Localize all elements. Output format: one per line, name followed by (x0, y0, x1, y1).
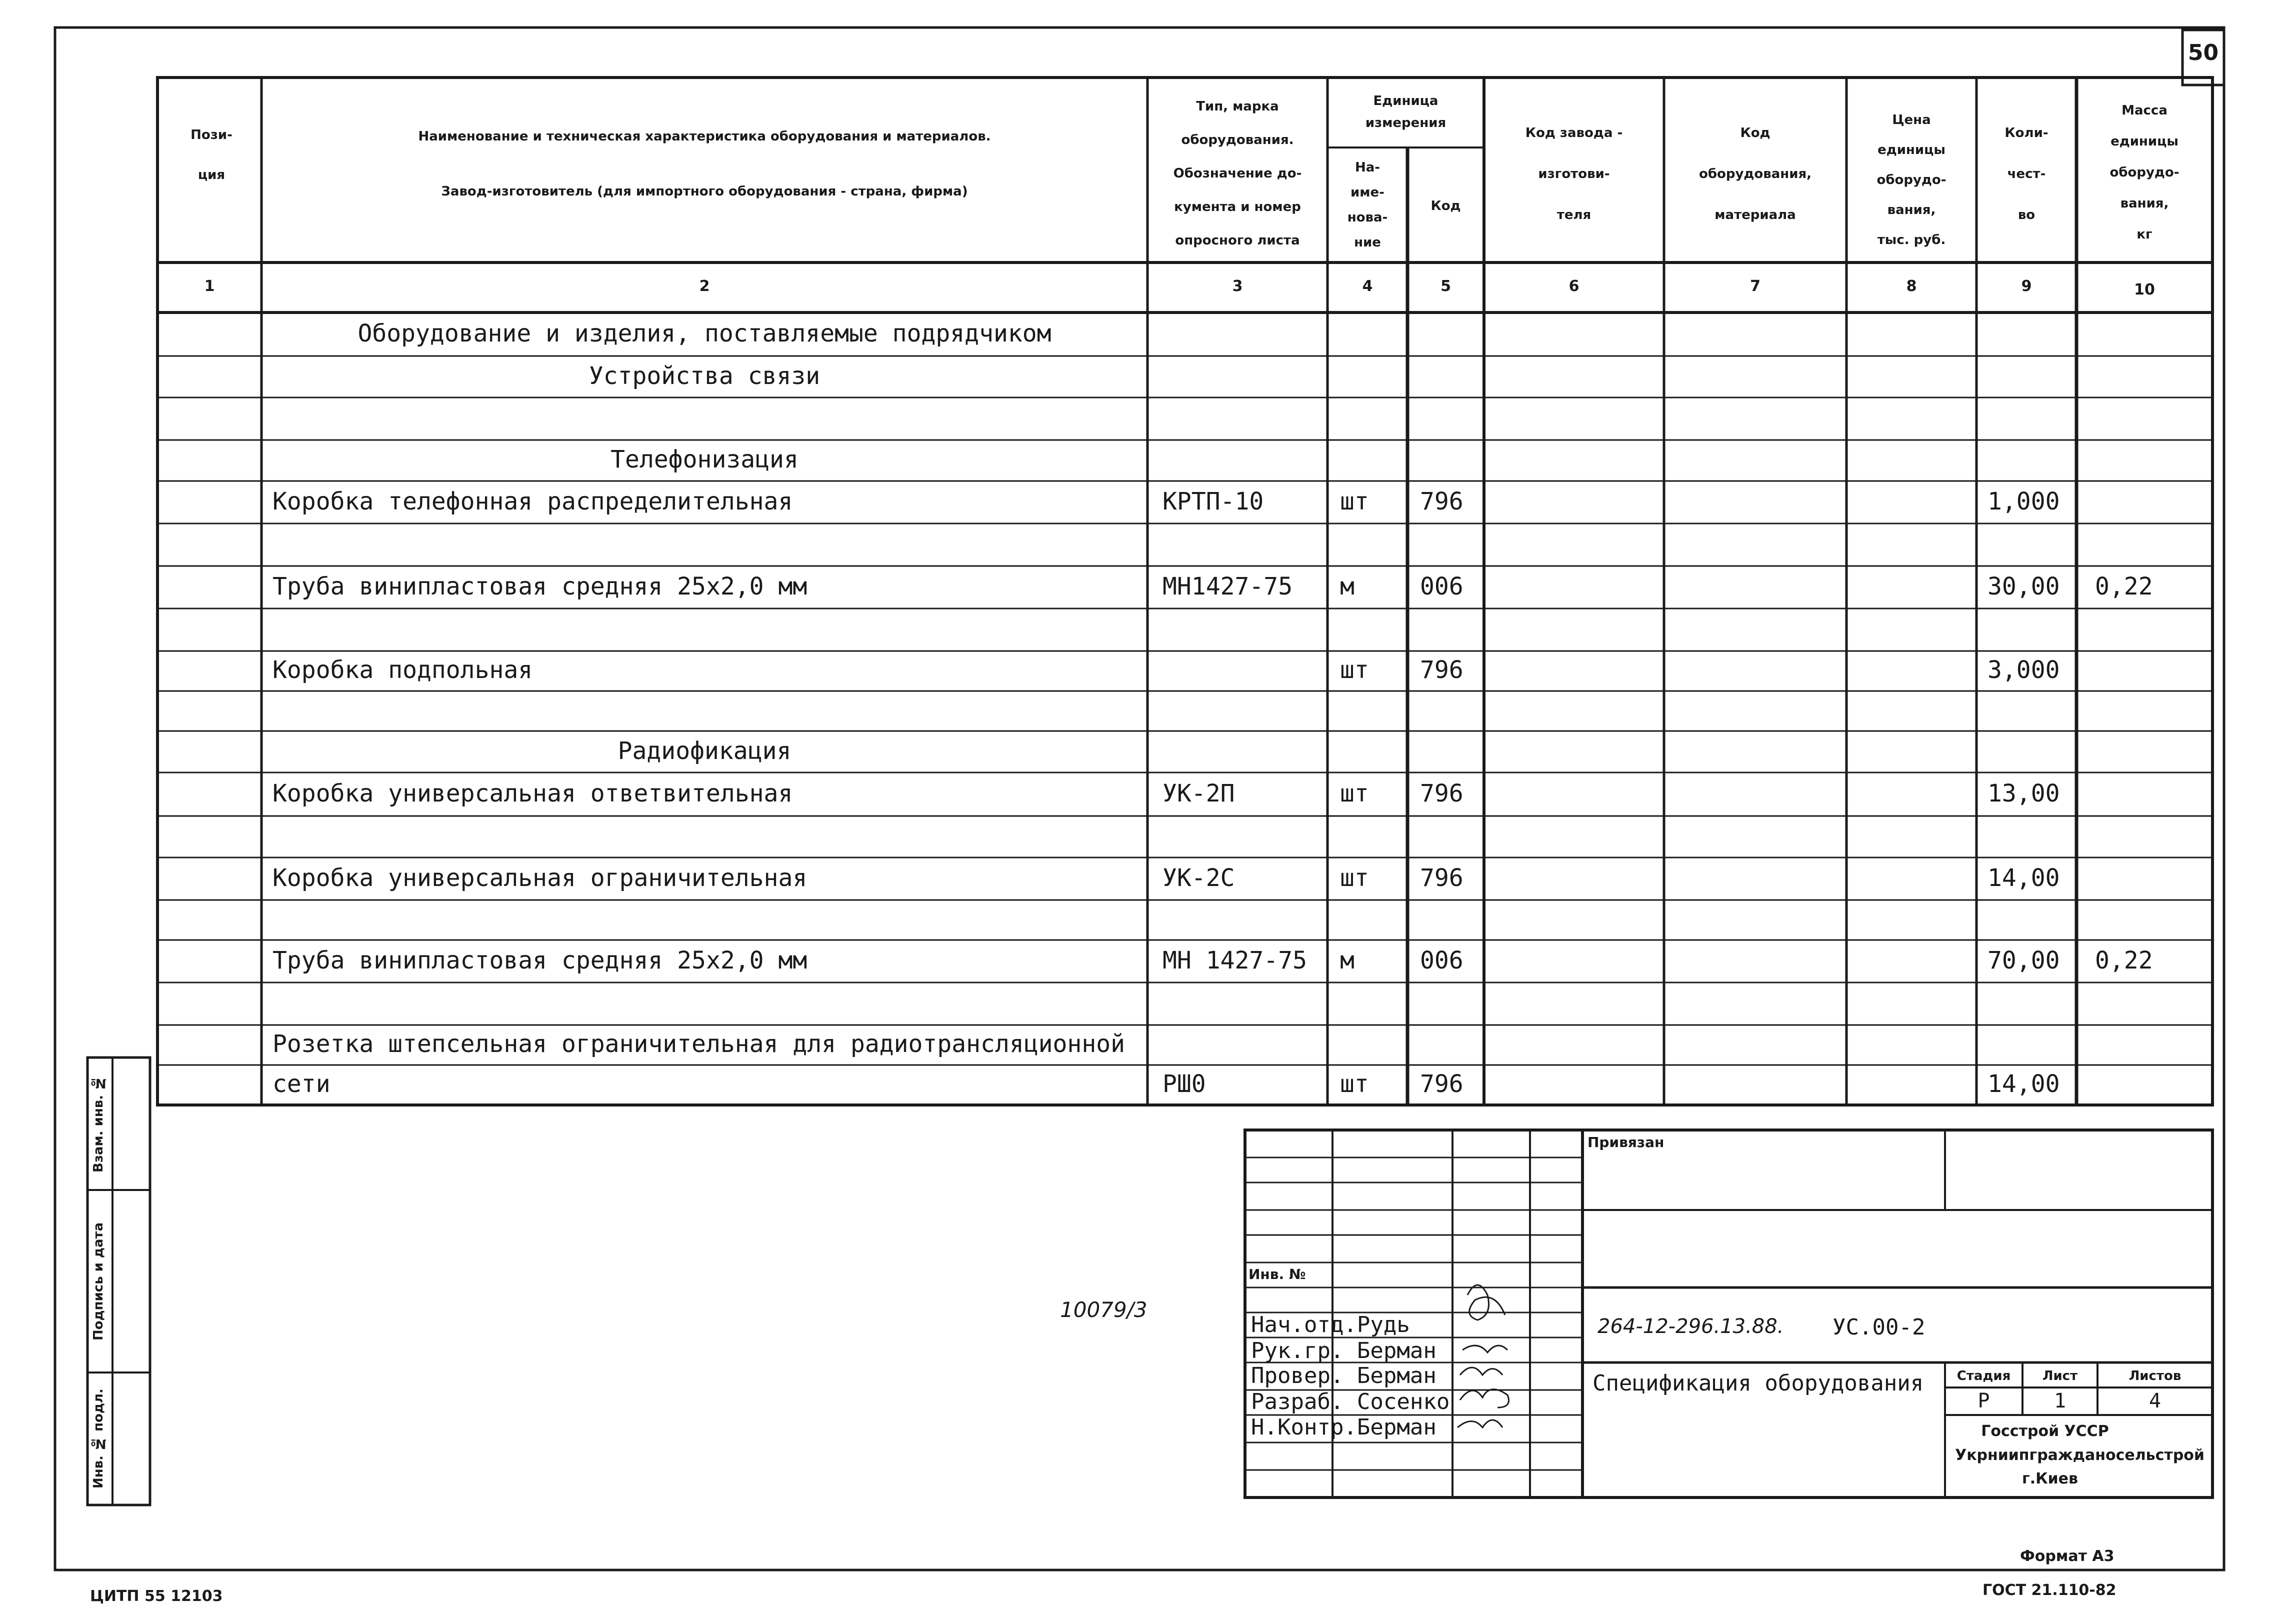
row-name: Оборудование и изделия, поставляемые подрядчиком (358, 319, 1052, 348)
row-type-mark: УК-2С (1162, 864, 1235, 892)
column-number-8: 8 (1906, 278, 1917, 295)
column-number-7: 7 (1750, 278, 1760, 295)
column-number-9: 9 (2021, 278, 2032, 295)
header-factory-code: Код завода - изготови- теля (1525, 126, 1623, 222)
row-name: сети (272, 1070, 330, 1098)
format-label: Формат А3 (2020, 1548, 2114, 1565)
column-number-5: 5 (1440, 278, 1451, 295)
row-mass: 0,22 (2095, 572, 2153, 600)
signer-line: Н.Контр.Берман (1251, 1414, 1436, 1440)
row-unit-code: 796 (1420, 656, 1464, 684)
organization-line-1: Госстрой УССР (1981, 1422, 2109, 1440)
row-name: Коробка телефонная распределительная (272, 487, 793, 516)
document-code-handwritten: 264-12-296.13.88. (1598, 1315, 1784, 1338)
row-name: Розетка штепсельная ограничительная для радиотрансляционной (272, 1030, 1126, 1058)
column-number-6: 6 (1568, 278, 1580, 295)
header-mass: Масса единицы оборудо- вания, кг (2110, 103, 2180, 242)
column-number-1: 1 (204, 278, 215, 295)
inv-number-label: Инв. № (1248, 1266, 1306, 1282)
row-unit-name: шт (1340, 487, 1369, 516)
row-name: Труба винипластовая средняя 25х2,0 мм (272, 572, 808, 600)
header-position: Пози- ция (190, 128, 232, 182)
sheet-label: Лист (2042, 1368, 2078, 1384)
row-quantity: 14,00 (1988, 1070, 2060, 1098)
row-unit-code: 796 (1420, 864, 1464, 892)
row-type-mark: КРТП-10 (1162, 487, 1264, 516)
signature-marks (1458, 1285, 1509, 1428)
row-quantity: 1,000 (1988, 487, 2060, 516)
sheet-number: 50 (2188, 40, 2219, 66)
row-name: Радиофикация (618, 736, 792, 765)
signer-line: Провер. Берман (1251, 1363, 1436, 1388)
side-label-replaced-inv: Взам. инв. № (91, 1075, 106, 1172)
row-type-mark: МН 1427-75 (1162, 946, 1307, 974)
row-unit-name: шт (1340, 656, 1369, 684)
side-label-signature-date: Подпись и дата (91, 1222, 106, 1340)
header-unit: Единица измерения (1365, 94, 1446, 130)
header-name-line1: Наименование и техническая характеристика оборудования и материалов. (418, 129, 991, 144)
signer-line: Разраб. Сосенко (1251, 1389, 1450, 1414)
row-quantity: 70,00 (1988, 946, 2060, 974)
column-number-10: 10 (2134, 281, 2155, 298)
row-name: Устройства связи (588, 362, 820, 390)
row-type-mark: РШ0 (1162, 1070, 1206, 1098)
header-equipment-code: Код оборудования, материала (1698, 126, 1812, 222)
signer-line: Нач.отд.Рудь (1251, 1312, 1410, 1338)
header-unit-code: Код (1430, 198, 1461, 214)
row-name: Телефонизация (610, 446, 798, 474)
row-unit-code: 796 (1420, 779, 1464, 808)
column-number-4: 4 (1362, 278, 1373, 295)
row-unit-name: м (1340, 946, 1354, 974)
document-title: Спецификация оборудования (1592, 1370, 1924, 1396)
organization-line-3: г.Киев (2022, 1470, 2078, 1488)
column-number-3: 3 (1232, 278, 1243, 295)
header-price: Цена единицы оборудо- вания, тыс. руб. (1876, 112, 1946, 248)
row-mass: 0,22 (2095, 946, 2153, 974)
row-unit-code: 796 (1420, 1070, 1464, 1098)
stage-value: Р (1978, 1390, 1990, 1412)
row-quantity: 14,00 (1988, 864, 2060, 892)
row-unit-name: шт (1340, 1070, 1369, 1098)
row-quantity: 13,00 (1988, 779, 2060, 808)
row-unit-name: м (1340, 572, 1354, 600)
row-type-mark: МН1427-75 (1162, 572, 1293, 600)
archive-number: 10079/3 (1060, 1298, 1148, 1322)
signer-line: Рук.гр. Берман (1251, 1338, 1436, 1364)
row-quantity: 30,00 (1988, 572, 2060, 600)
row-unit-code: 006 (1420, 572, 1464, 600)
row-name: Коробка подпольная (272, 656, 533, 684)
gost-label: ГОСТ 21.110-82 (1982, 1582, 2116, 1599)
row-unit-name: шт (1340, 779, 1369, 808)
sheets-label: Листов (2128, 1368, 2182, 1384)
row-unit-code: 006 (1420, 946, 1464, 974)
row-name: Коробка универсальная ответвительная (272, 779, 793, 808)
header-unit-name: На- име- нова- ние (1347, 160, 1388, 250)
row-quantity: 3,000 (1988, 656, 2060, 684)
bottom-left-code: ЦИТП 55 12103 (90, 1588, 223, 1605)
row-name: Труба винипластовая средняя 25х2,0 мм (272, 946, 808, 974)
row-unit-name: шт (1340, 864, 1369, 892)
row-type-mark: УК-2П (1162, 779, 1235, 808)
column-number-2: 2 (699, 278, 710, 295)
header-name-line2: Завод-изготовитель (для импортного оборудования - страна, фирма) (441, 184, 968, 199)
stage-label: Стадия (1956, 1368, 2011, 1384)
privyazan-label: Привязан (1588, 1134, 1664, 1150)
organization-line-2: Укрниипгражданосельстрой (1955, 1446, 2204, 1464)
side-label-original-inv: Инв. № подл. (91, 1388, 106, 1489)
row-unit-code: 796 (1420, 487, 1464, 516)
document-code: УС.00-2 (1832, 1314, 1926, 1340)
row-name: Коробка универсальная ограничительная (272, 864, 808, 892)
header-type: Тип, марка оборудования. Обозначение до- кумента и номер опросного листа (1173, 99, 1302, 248)
sheets-value: 4 (2148, 1390, 2162, 1412)
header-quantity: Коли- чест- во (2004, 126, 2048, 222)
sheet-value: 1 (2054, 1390, 2066, 1412)
